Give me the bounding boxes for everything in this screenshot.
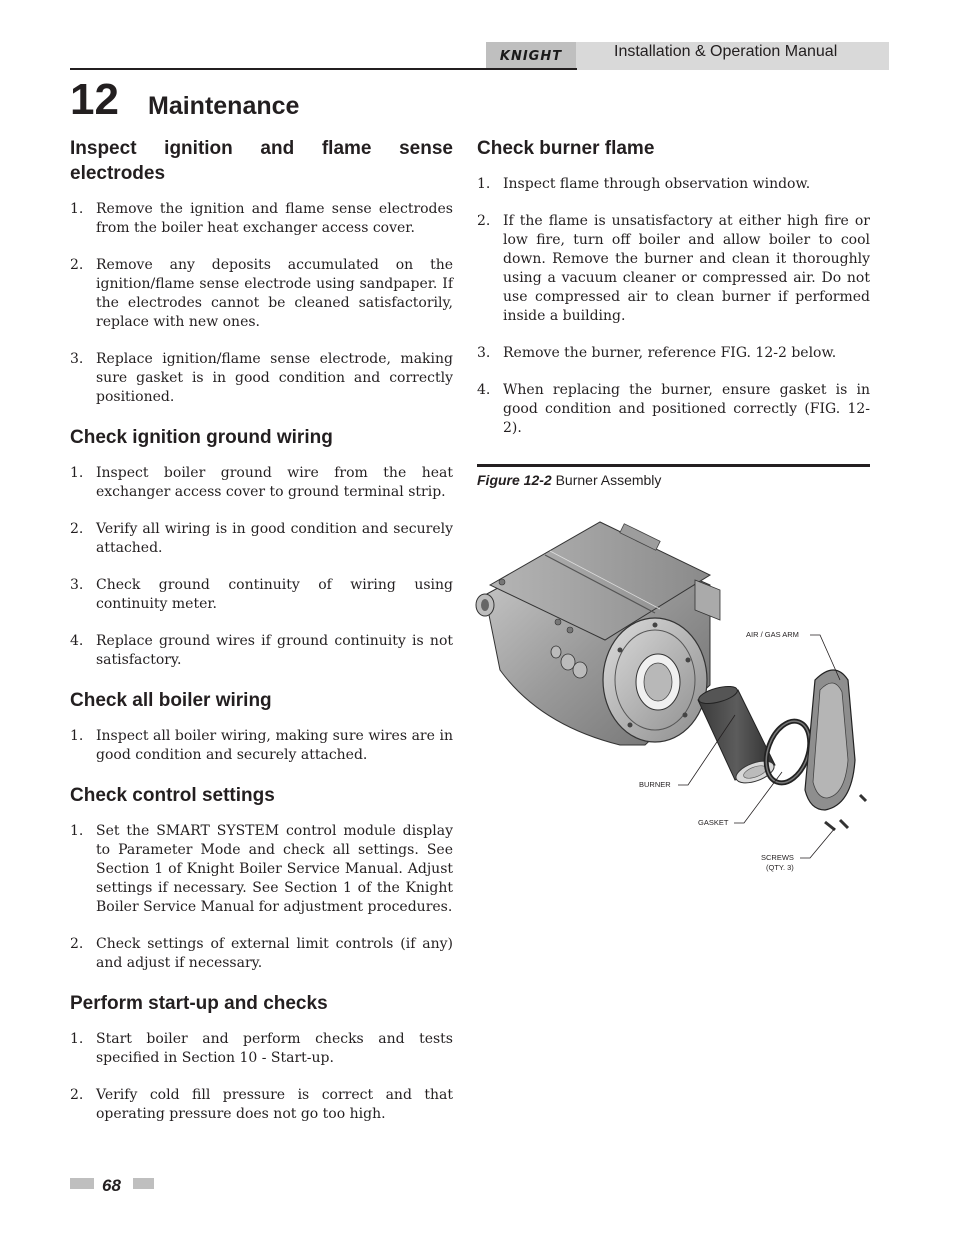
callout-screws: SCREWS <box>761 853 794 862</box>
callout-screws-qty: (QTY. 3) <box>766 863 794 872</box>
list-item: 4. Replace ground wires if ground continuity is not satisfactory. <box>70 633 453 668</box>
burner-assembly-illustration <box>470 510 880 885</box>
heading-boiler-wiring: Check all boiler wiring <box>70 690 272 711</box>
burner-tube <box>697 683 777 787</box>
list-item: 3. Check ground continuity of wiring using continuity meter. <box>70 577 453 612</box>
list-startup-checks <box>70 1030 453 1124</box>
callout-burner: BURNER <box>639 780 671 789</box>
logo-text: KNIGHT <box>499 48 563 64</box>
figure-label: Figure 12-2 <box>477 472 552 488</box>
air-gas-arm-cover <box>805 670 855 810</box>
list-item: 3. Replace ignition/flame sense electrode, making sure gasket is in good condition and correctly positioned. <box>70 351 453 405</box>
section-number: 12 <box>70 75 119 124</box>
list-item: 1. Remove the ignition and flame sense electrodes from the boiler heat exchanger access cover. <box>70 201 453 236</box>
section-boiler-wiring <box>70 688 453 765</box>
footer-block-left <box>70 1178 94 1189</box>
list-item: 2. If the flame is unsatisfactory at either high fire or low fire, turn off boiler and allow boiler to cool down. Remove the burner and clean it thoroughly using a vacuum cleaner or compressed air. Do not use compressed air to clean burner if performed inside a building. <box>477 213 870 324</box>
heading-burner-flame: Check burner flame <box>477 138 655 159</box>
header-rule <box>70 68 577 70</box>
heading-startup-checks: Perform start-up and checks <box>70 993 328 1014</box>
list-item: 1. Inspect all boiler wiring, making sure wires are in good condition and securely attached. <box>70 728 453 763</box>
list-item: 1. Inspect boiler ground wire from the heat exchanger access cover to ground terminal strip. <box>70 465 453 500</box>
right-column <box>477 136 870 456</box>
list-item: 1. Start boiler and perform checks and tests specified in Section 10 - Start-up. <box>70 1031 453 1066</box>
knight-logo <box>486 42 576 70</box>
list-burner-flame <box>477 175 870 438</box>
section-title: Maintenance <box>148 92 300 120</box>
list-inspect-electrodes <box>70 200 453 407</box>
list-item: 1. Inspect flame through observation window. <box>477 176 811 192</box>
list-boiler-wiring <box>70 727 453 765</box>
list-item: 1. Set the SMART SYSTEM control module display to Parameter Mode and check all settings. See Section 1 of Knight Boiler Service Manual. Adjust settings if necessary. See Section 1 of the Knight Boiler Service Manual for adjustment procedures. <box>70 823 453 915</box>
heading-control-settings: Check control settings <box>70 785 275 806</box>
manual-title: Installation & Operation Manual <box>614 43 838 60</box>
burner-mounting-face <box>603 618 707 742</box>
list-item: 2. Remove any deposits accumulated on the ignition/flame sense electrode using sandpaper. If the electrodes cannot be cleaned satisfactorily, replace with new ones. <box>70 257 453 330</box>
list-item: 2. Verify cold fill pressure is correct and that operating pressure does not go too high. <box>70 1087 453 1122</box>
list-item: 4. When replacing the burner, ensure gasket is in good condition and positioned correctly (FIG. 12-2). <box>477 382 870 436</box>
section-inspect-electrodes <box>70 136 453 407</box>
list-control-settings <box>70 822 453 973</box>
list-item: 3. Remove the burner, reference FIG. 12-2 below. <box>477 345 837 361</box>
section-control-settings <box>70 783 453 973</box>
footer-block-right <box>133 1178 154 1189</box>
left-column <box>70 136 453 1142</box>
list-item: 2. Check settings of external limit controls (if any) and adjust if necessary. <box>70 936 453 971</box>
callout-air-gas-arm: AIR / GAS ARM <box>746 630 799 639</box>
callout-gasket: GASKET <box>698 818 729 827</box>
figure-caption-text: Burner Assembly <box>555 472 662 488</box>
figure-caption <box>477 471 661 489</box>
figure-rule <box>477 464 870 467</box>
list-ground-wiring <box>70 464 453 670</box>
page-number: 68 <box>102 1176 121 1195</box>
heading-inspect-electrodes: Inspect ignition and flame sense electrodes <box>70 138 453 184</box>
list-item: 2. Verify all wiring is in good condition and securely attached. <box>70 521 453 556</box>
heading-ground-wiring: Check ignition ground wiring <box>70 427 333 448</box>
section-startup-checks <box>70 991 453 1124</box>
section-ground-wiring <box>70 425 453 670</box>
